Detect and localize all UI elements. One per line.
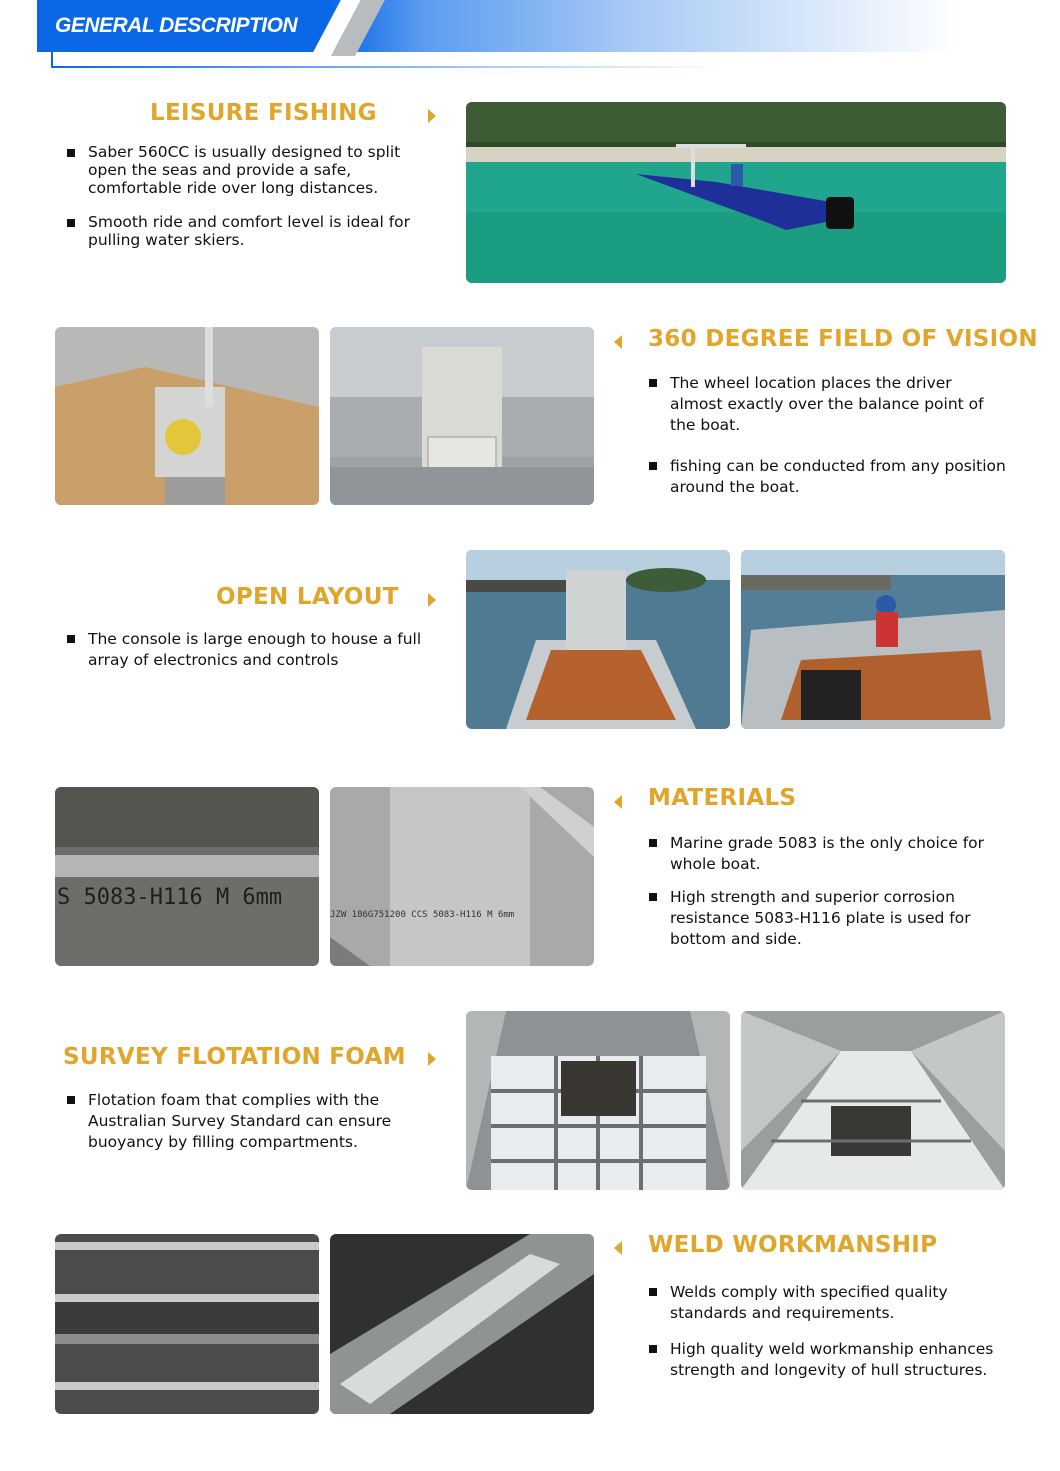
bullet-list (649, 1282, 1009, 1397)
bullet-list (649, 373, 1009, 514)
section-title-materials: MATERIALS (648, 785, 797, 811)
photo-foam-hull-interior (741, 1011, 1005, 1190)
photo-boat-driver (741, 550, 1005, 729)
bullet-item: Saber 560CC is usually designed to split open the seas and provide a safe, comfortable ride over long distances. (67, 143, 417, 197)
plate-stamp-text: S 5083-H116 M 6mm (57, 885, 283, 910)
photo-plate-marking (330, 787, 594, 966)
bullet-item: Welds comply with specified quality standards and requirements. (649, 1282, 1009, 1324)
photo-boat-on-water (466, 102, 1006, 283)
photo-weld-bead-closeup (330, 1234, 594, 1414)
photo-foam-compartments (466, 1011, 730, 1190)
arrow-left-icon (614, 1241, 622, 1255)
section-title-flotation-foam: SURVEY FLOTATION FOAM (63, 1044, 406, 1070)
bullet-item: Marine grade 5083 is the only choice for whole boat. (649, 833, 1009, 875)
bullet-list (67, 1090, 437, 1169)
bullet-item: The console is large enough to house a full array of electronics and controls (67, 629, 437, 671)
bullet-list (67, 629, 437, 687)
bullet-item: Flotation foam that complies with the Australian Survey Standard can ensure buoyancy by filling compartments. (67, 1090, 437, 1153)
bullet-item: High quality weld workmanship enhances strength and longevity of hull structures. (649, 1339, 1009, 1381)
bullet-item: The wheel location places the driver almost exactly over the balance point of the boat. (649, 373, 1009, 436)
arrow-right-icon (428, 593, 436, 607)
arrow-left-icon (614, 335, 622, 349)
photo-boat-bow (466, 550, 730, 729)
section-title-field-of-vision: 360 DEGREE FIELD OF VISION (648, 326, 1038, 352)
photo-helm-console (55, 327, 319, 505)
bullet-item: High strength and superior corrosion resistance 5083-H116 plate is used for bottom and side. (649, 887, 1009, 950)
bullet-item: fishing can be conducted from any position around the boat. (649, 456, 1009, 498)
arrow-left-icon (614, 795, 622, 809)
section-header-banner (37, 0, 957, 52)
page-title: GENERAL DESCRIPTION (55, 14, 298, 37)
bullet-item: Smooth ride and comfort level is ideal for pulling water skiers. (67, 213, 417, 249)
photo-weld-seams (55, 1234, 319, 1414)
plate-stamp-text: JZW 186G751200 CCS 5083-H116 M 6mm (330, 910, 515, 920)
header-underline (51, 52, 723, 68)
arrow-right-icon (428, 1052, 436, 1066)
photo-center-console (330, 327, 594, 505)
arrow-right-icon (428, 109, 436, 123)
bullet-list (649, 833, 1009, 966)
photo-weld-plate-marking (55, 787, 319, 966)
section-title-weld-workmanship: WELD WORKMANSHIP (648, 1232, 938, 1258)
section-title-open-layout: OPEN LAYOUT (216, 584, 399, 610)
section-title-leisure-fishing: LEISURE FISHING (150, 100, 377, 126)
bullet-list (67, 143, 417, 265)
